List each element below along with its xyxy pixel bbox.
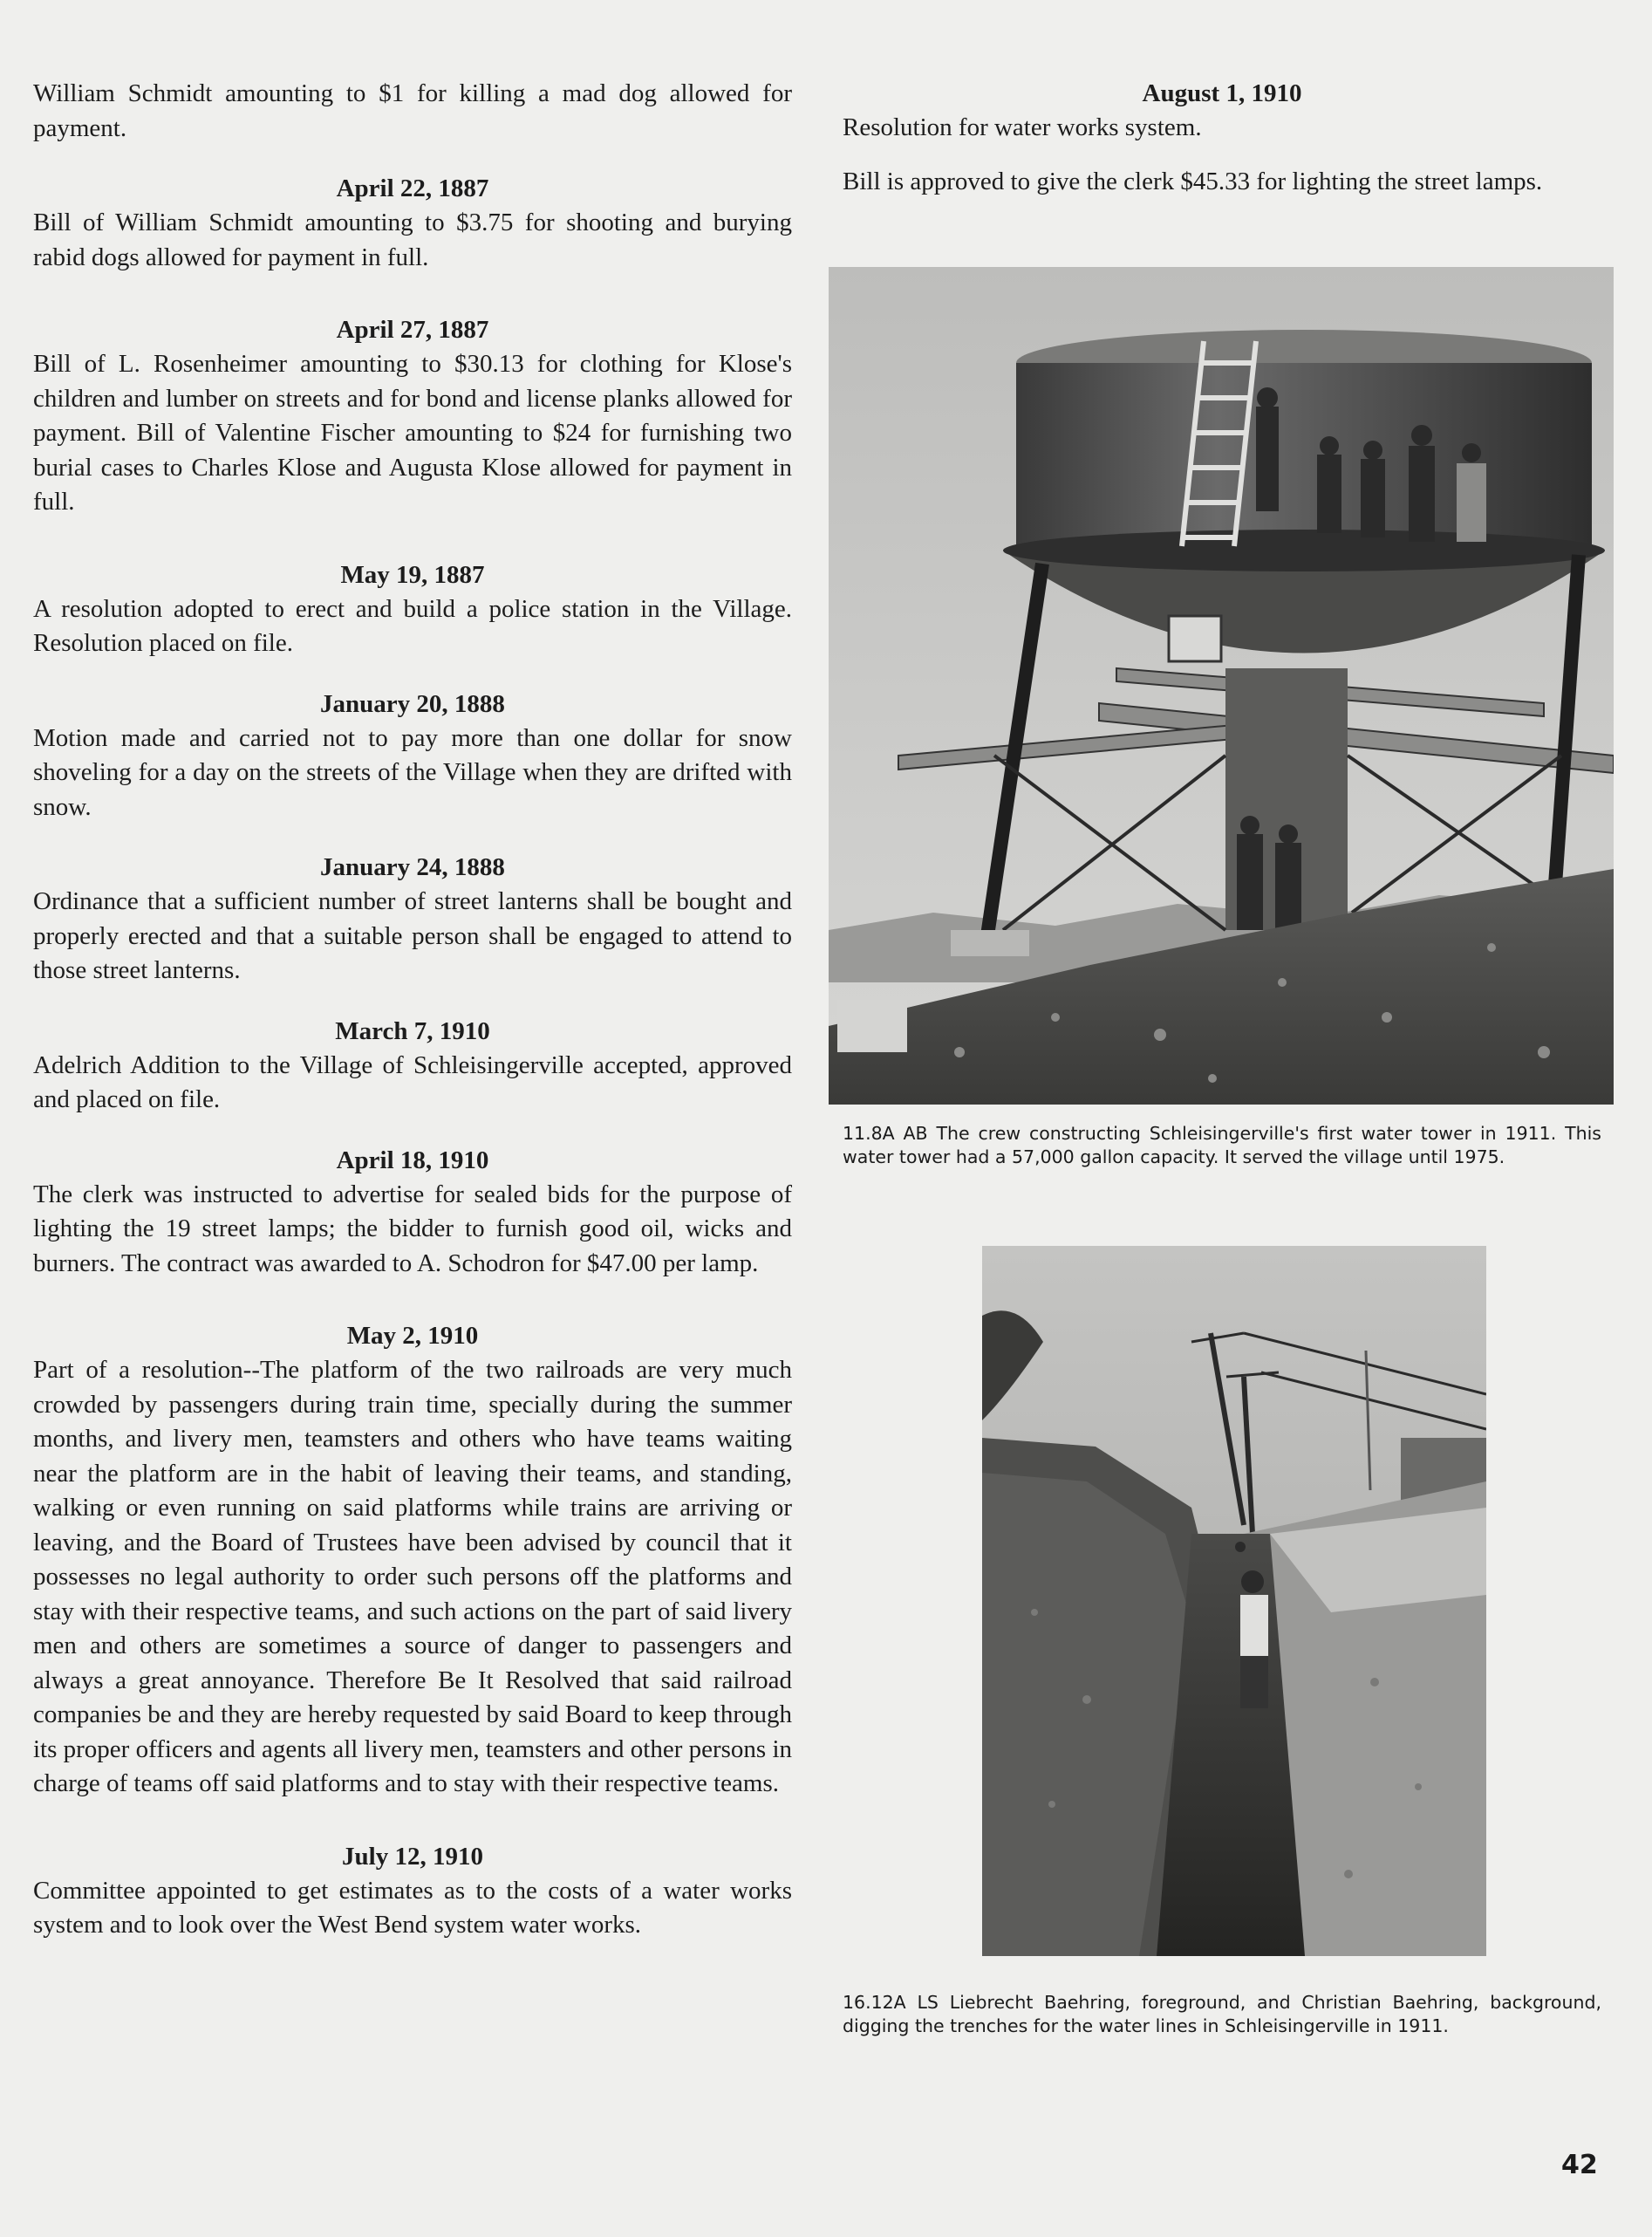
entry-text: Bill is approved to give the clerk $45.33 for lighting the street lamps.: [843, 167, 1543, 195]
entry-text: William Schmidt amounting to $1 for killing a mad dog allowed for payment.: [33, 79, 792, 142]
entry-date: July 12, 1910: [342, 1842, 483, 1871]
entry-5: [33, 851, 792, 989]
entry-0: [33, 77, 792, 146]
entry-6: [33, 1015, 792, 1118]
entry-1: [33, 172, 792, 275]
entry-text: The clerk was instructed to advertise for sealed bids for the purpose of lighting the 19 street lamps; the bidder to furnish good oil, wicks and burners. The contract was awarded to A. Schodron for $47.00 per lamp.: [33, 1180, 792, 1277]
left-column: [33, 77, 792, 1943]
entry-date: January 20, 1888: [320, 689, 505, 718]
right-column: [843, 77, 1601, 199]
entry-4: [33, 688, 792, 825]
entry-date: April 22, 1887: [336, 174, 489, 202]
entry-date: August 1, 1910: [1142, 79, 1302, 107]
photo-caption: 11.8A AB The crew constructing Schleisingerville's first water tower in 1911. This water tower had a 57,000 gallon capacity. It served the village until 1975.: [843, 1123, 1601, 1167]
entry-date: April 18, 1910: [336, 1146, 489, 1174]
entry-date: January 24, 1888: [320, 853, 505, 881]
entry-text: Committee appointed to get estimates as to the costs of a water works system and to look over the West Bend system water works.: [33, 1876, 792, 1939]
entry-text: Part of a resolution--The platform of the two railroads are very much crowded by passengers during train time, specially during the summer months, and livery men, teamsters and others who have teams waiting near the platform are in the habit of leaving their teams, and standing, walking or even running on said platforms while trains are arriving or leaving, and the Board of Trustees have been advised by council that it possesses no legal authority to order such persons off the platforms and stay with their respective teams, and such actions on the part of said livery men and others are sometimes a source of danger to passengers and always a great annoyance. Therefore Be It Resolved that said railroad companies be and they are hereby requested by said Board to keep through its proper officers and agents all livery men, teamsters and other persons in charge of teams off said platforms and to stay with their respective teams.: [33, 1356, 793, 1797]
entry-7: [33, 1144, 792, 1282]
entry-text: Ordinance that a sufficient number of street lanterns shall be bought and properly erected and that a suitable person shall be engaged to attend to those street lanterns.: [33, 887, 792, 984]
entry-8: [33, 1319, 792, 1802]
trench-photo: [982, 1246, 1486, 1956]
entry-2: [33, 313, 792, 520]
photo-caption: 16.12A LS Liebrecht Baehring, foreground, and Christian Baehring, background, digging the trenches for the water lines in Schleisingerville in 1911.: [843, 1992, 1601, 2036]
entry-9: [33, 1840, 792, 1943]
entry-text: Adelrich Addition to the Village of Schleisingerville accepted, approved and placed on file.: [33, 1050, 792, 1113]
water-tower-photo: [829, 267, 1614, 1105]
entry-text: Resolution for water works system.: [843, 113, 1202, 141]
entry-date: March 7, 1910: [335, 1016, 490, 1045]
entry-text: A resolution adopted to erect and build a police station in the Village. Resolution placed on file.: [33, 594, 792, 657]
entry-date: May 2, 1910: [346, 1322, 479, 1350]
entry-text: Bill of L. Rosenheimer amounting to $30.13 for clothing for Klose's children and lumber on streets and for bond and license planks allowed for payment. Bill of Valentine Fischer amounting to $24 for furnishing two burial cases to Charles Klose and Augusta Klose allowed for payment in full.: [33, 350, 792, 516]
entry-date: May 19, 1887: [340, 560, 485, 589]
page-number: 42: [1561, 2150, 1598, 2180]
entry-text: Bill of William Schmidt amounting to $3.75 for shooting and burying rabid dogs allowed for payment in full.: [33, 209, 792, 271]
entry-3: [33, 558, 792, 661]
entry-text: Motion made and carried not to pay more than one dollar for snow shoveling for a day on the streets of the Village when they are drifted with snow.: [33, 723, 792, 821]
entry-date: April 27, 1887: [336, 316, 489, 344]
